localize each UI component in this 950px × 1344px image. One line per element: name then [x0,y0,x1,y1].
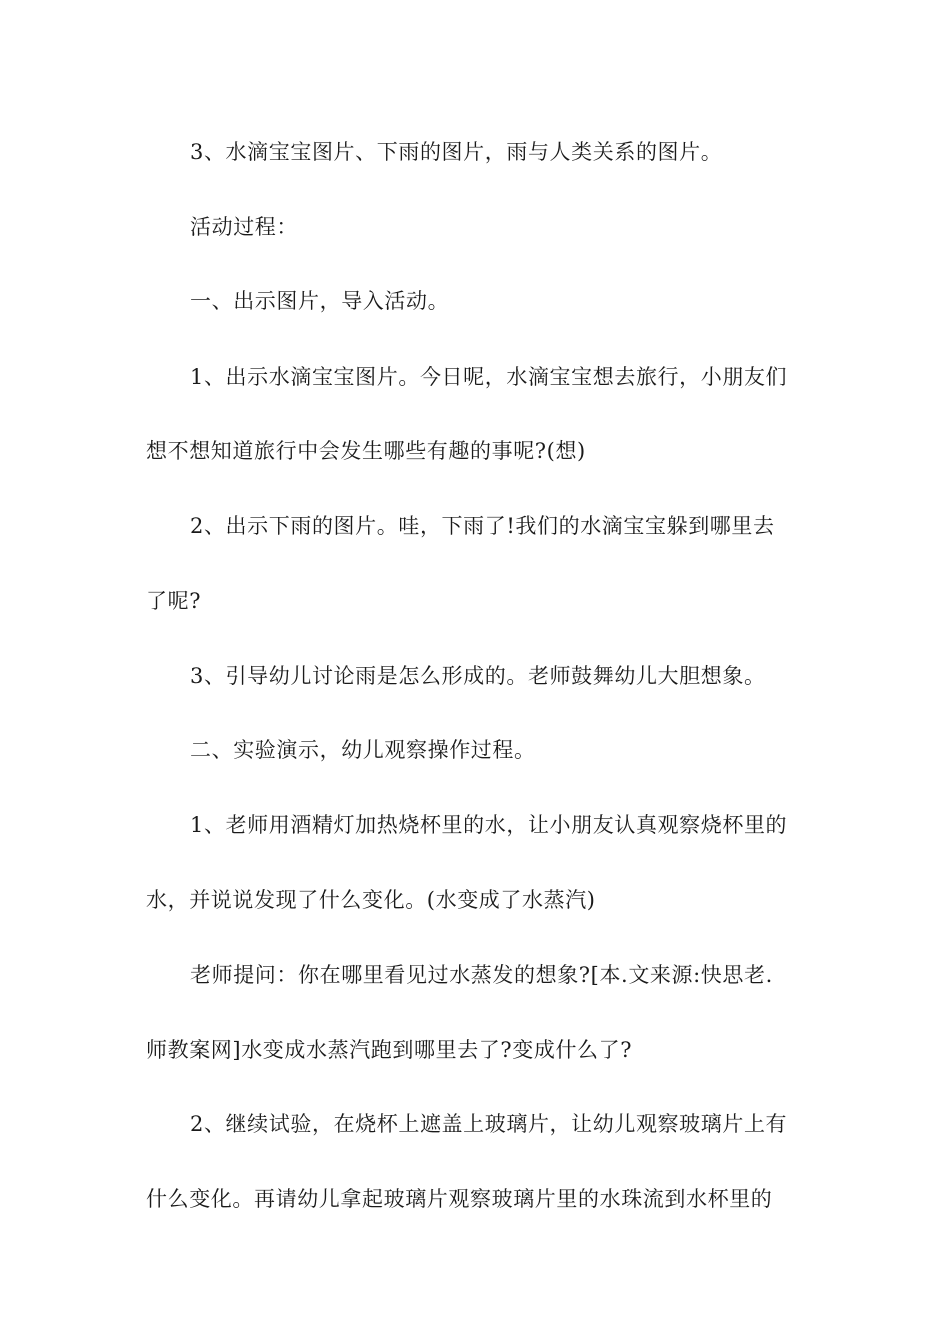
paragraph-line: 1、出示水滴宝宝图片。今日呢，水滴宝宝想去旅行，小朋友们 [190,365,788,389]
paragraph-line: 了呢? [146,589,202,613]
paragraph-line: 3、引导幼儿讨论雨是怎么形成的。老师鼓舞幼儿大胆想象。 [190,664,766,688]
paragraph-line: 2、出示下雨的图片。哇，下雨了!我们的水滴宝宝躲到哪里去 [190,514,775,538]
paragraph-line: 想不想知道旅行中会发生哪些有趣的事呢?(想) [146,439,586,463]
paragraph-line: 水，并说说发现了什么变化。(水变成了水蒸汽) [146,888,596,912]
paragraph-line: 老师提问：你在哪里看见过水蒸发的想象?[本.文来源:快思老. [190,963,773,987]
paragraph-line: 师教案网]水变成水蒸汽跑到哪里去了?变成什么了? [146,1038,633,1062]
paragraph-line: 1、老师用酒精灯加热烧杯里的水，让小朋友认真观察烧杯里的 [190,813,788,837]
paragraph-line: 3、水滴宝宝图片、下雨的图片，雨与人类关系的图片。 [190,140,723,164]
paragraph-line: 二、实验演示，幼儿观察操作过程。 [190,738,536,762]
paragraph-line: 2、继续试验，在烧杯上遮盖上玻璃片，让幼儿观察玻璃片上有 [190,1112,788,1136]
paragraph-line: 活动过程： [190,215,298,239]
paragraph-line: 什么变化。再请幼儿拿起玻璃片观察玻璃片里的水珠流到水杯里的 [146,1187,773,1211]
paragraph-line: 一、出示图片，导入活动。 [190,289,450,313]
